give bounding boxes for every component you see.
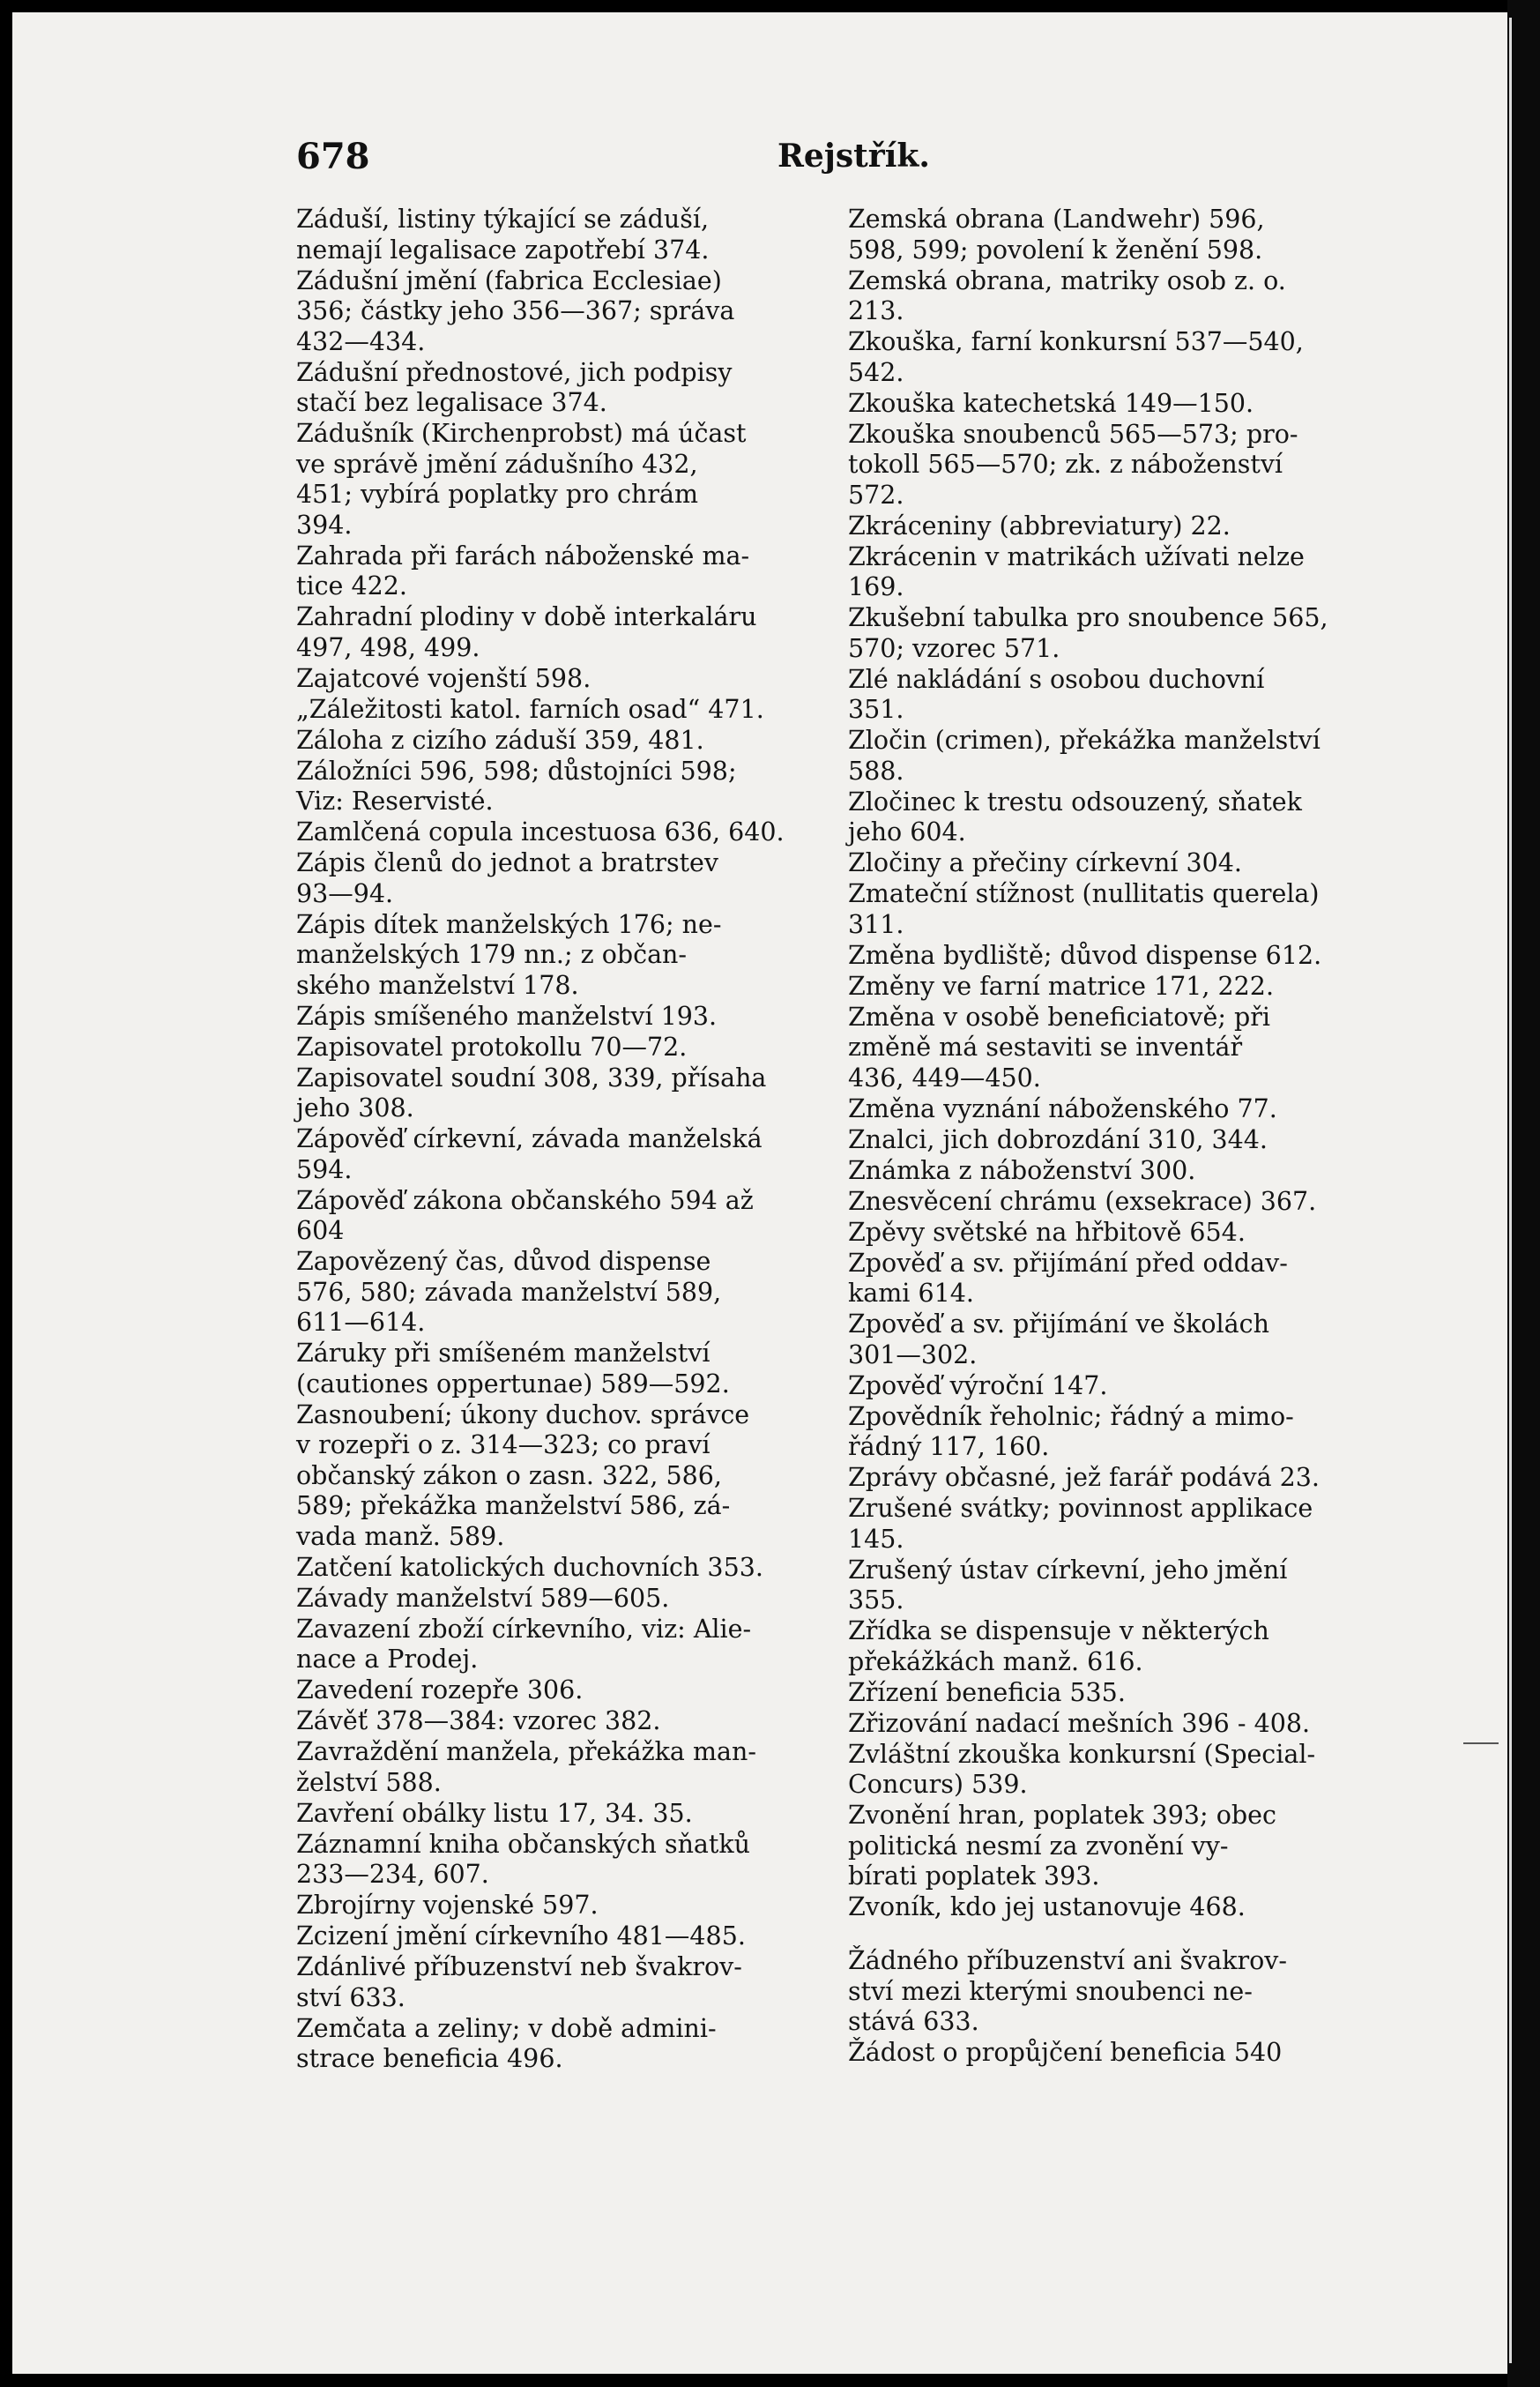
index-entry: [848, 2038, 1342, 2069]
index-entry-line: Zápis smíšeného manželství 193.: [296, 1001, 718, 1031]
index-entry: [848, 1003, 1342, 1094]
index-entry-line: Žádného příbuzenství ani švakrov-: [848, 1946, 1288, 1975]
index-entry: [848, 603, 1342, 664]
index-entry-line: 598, 599; povolení k ženění 598.: [848, 235, 1263, 265]
index-entry-line: kami 614.: [848, 1279, 974, 1308]
index-entry: [296, 757, 790, 817]
index-entry-line: bírati poplatek 393.: [848, 1861, 1100, 1891]
index-entry-line: řádný 117, 160.: [848, 1432, 1050, 1461]
index-column-right: [848, 205, 1342, 2069]
index-entry-line: ského manželství 178.: [296, 970, 579, 1000]
index-entry-line: Zprávy občasné, jež farář podává 23.: [848, 1463, 1320, 1492]
index-entry-line: 589; překážka manželství 586, zá-: [296, 1491, 731, 1520]
index-entry: [848, 1740, 1342, 1801]
index-entry-line: Záruky při smíšeném manželství: [296, 1339, 710, 1368]
index-entry-line: 604: [296, 1216, 345, 1245]
index-entry: [296, 726, 790, 757]
index-entry: [296, 205, 790, 265]
index-entry-line: Zpěvy světské na hřbitově 654.: [848, 1217, 1246, 1247]
index-entry-line: změně má sestaviti se inventář: [848, 1033, 1243, 1062]
index-entry-line: Zemčata a zeliny; v době admini-: [296, 2013, 717, 2043]
index-entry-line: Záložníci 596, 598; důstojníci 598;: [296, 756, 737, 786]
index-entry-line: jeho 308.: [296, 1093, 414, 1123]
index-entry-line: (cautiones oppertunae) 589—592.: [296, 1369, 730, 1399]
index-entry-line: nace a Prodej.: [296, 1645, 479, 1674]
index-entry-line: strace beneficia 496.: [296, 2044, 563, 2073]
index-entry-line: Změny ve farní matrice 171, 222.: [848, 971, 1274, 1001]
index-entry-line: Zavedení rozepře 306.: [296, 1675, 584, 1704]
index-entry: [848, 1801, 1342, 1892]
index-entry-line: Záloha z cizího záduší 359, 481.: [296, 725, 704, 755]
index-entry: [848, 1709, 1342, 1740]
index-entry-line: Zpověď a sv. přijímání ve školách: [848, 1309, 1269, 1339]
index-entry: [848, 266, 1342, 327]
index-entry-line: Zlé nakládání s osobou duchovní: [848, 664, 1265, 694]
index-entry-line: 311.: [848, 909, 904, 939]
index-entry: [848, 787, 1342, 848]
index-entry-line: Zemská obrana (Landwehr) 596,: [848, 205, 1265, 234]
index-column-left: [296, 205, 790, 2075]
index-entry: [296, 419, 790, 541]
index-entry: [848, 1892, 1342, 1923]
index-entry: [296, 1952, 790, 2013]
index-entry-line: Změna vyznání náboženského 77.: [848, 1093, 1277, 1123]
index-entry-line: Zkrácenin v matrikách užívati nelze: [848, 541, 1305, 571]
index-entry-line: Zvonění hran, poplatek 393; obec: [848, 1801, 1276, 1830]
index-entry-line: 570; vzorec 571.: [848, 633, 1060, 663]
index-entry: [848, 205, 1342, 265]
index-entry: [848, 389, 1342, 420]
index-entry-line: Zahradní plodiny v době interkaláru: [296, 602, 757, 631]
index-entry-line: politická nesmí za zvonění vy-: [848, 1831, 1229, 1861]
index-entry: [848, 511, 1342, 542]
index-entry-line: Známka z náboženství 300.: [848, 1155, 1196, 1185]
index-entry-line: nemají legalisace zapotřebí 374.: [296, 235, 710, 265]
index-entry: [296, 266, 790, 358]
index-entry-line: Zemská obrana, matriky osob z. o.: [848, 265, 1286, 295]
index-entry-line: Zvoník, kdo jej ustanovuje 468.: [848, 1892, 1246, 1921]
index-entry: [848, 1156, 1342, 1187]
index-entry: [296, 1675, 790, 1706]
index-entry-line: 572.: [848, 480, 904, 510]
index-entry-line: Záznamní kniha občanských sňatků: [296, 1829, 750, 1859]
index-entry: [296, 2014, 790, 2075]
index-entry-line: Zápis členů do jednot a bratrstev: [296, 848, 719, 877]
index-entry: [296, 1002, 790, 1033]
index-entry-line: Závady manželství 589—605.: [296, 1583, 670, 1613]
index-entry-line: ve správě jmění zádušního 432,: [296, 449, 698, 479]
index-entry-line: Zločiny a přečiny církevní 304.: [848, 848, 1242, 877]
index-entry: [296, 602, 790, 663]
index-entry-line: 356; částky jeho 356—367; správa: [296, 296, 735, 325]
index-entry: [296, 695, 790, 726]
index-entry-line: Žádost o propůjčení beneficia 540: [848, 2038, 1283, 2067]
index-entry: [848, 1187, 1342, 1218]
index-entry-line: Změna bydliště; důvod dispense 612.: [848, 940, 1322, 970]
index-entry-line: stačí bez legalisace 374.: [296, 388, 607, 417]
index-entry-line: Znesvěcení chrámu (exsekrace) 367.: [848, 1186, 1317, 1216]
index-entry: [296, 1033, 790, 1063]
index-entry-line: Změna v osobě beneficiatově; při: [848, 1002, 1271, 1032]
index-entry-line: 594.: [296, 1154, 353, 1184]
index-entry-line: 436, 449—450.: [848, 1063, 1041, 1093]
book-page: [12, 12, 1507, 2374]
index-entry-line: Zahrada při farách náboženské ma-: [296, 541, 750, 571]
index-entry-line: Zkouška, farní konkursní 537—540,: [848, 327, 1304, 356]
index-entry-line: 169.: [848, 572, 904, 601]
index-entry-line: Zdánlivé příbuzenství neb švakrov-: [296, 1952, 742, 1981]
index-entry-line: občanský zákon o zasn. 322, 586,: [296, 1460, 722, 1490]
index-entry-line: Zpověď výroční 147.: [848, 1370, 1108, 1400]
index-entry: [296, 664, 790, 695]
index-entry-line: Zkráceniny (abbreviatury) 22.: [848, 511, 1231, 541]
index-entry: [296, 1400, 790, 1553]
index-entry-line: Zapisovatel soudní 308, 339, přísaha: [296, 1063, 767, 1093]
index-entry-line: Zádušní jmění (fabrica Ecclesiae): [296, 265, 722, 295]
index-entry-line: Zapovězený čas, důvod dispense: [296, 1247, 711, 1276]
index-entry: [296, 910, 790, 1002]
index-entry-line: Zapisovatel protokollu 70—72.: [296, 1032, 688, 1062]
index-entry-line: Zamlčená copula incestuosa 636, 640.: [296, 817, 785, 847]
index-entry-line: Zavraždění manžela, překážka man-: [296, 1737, 756, 1766]
index-entry: [296, 817, 790, 848]
index-entry: [848, 1555, 1342, 1616]
index-entry: [296, 1799, 790, 1830]
index-entry-line: Zpověď a sv. přijímání před oddav-: [848, 1248, 1288, 1278]
index-entry: [848, 1218, 1342, 1249]
index-entry: [848, 972, 1342, 1003]
index-entry: [296, 1247, 790, 1339]
index-entry-line: Zápověď zákona občanského 594 až: [296, 1185, 754, 1215]
index-entry: [848, 1494, 1342, 1555]
index-entry: [848, 1946, 1342, 2038]
index-entry-line: manželských 179 nn.; z občan-: [296, 940, 688, 969]
index-entry: [848, 1125, 1342, 1156]
index-entry-line: Zřizování nadací mešních 396 - 408.: [848, 1708, 1311, 1738]
index-entry: [296, 1553, 790, 1584]
index-entry-line: Zrušený ústav církevní, jeho jmění: [848, 1555, 1288, 1585]
index-entry-line: Zádušník (Kirchenprobst) má účast: [296, 419, 747, 448]
index-entry-line: Zcizení jmění církevního 481—485.: [296, 1921, 746, 1951]
index-entry-line: Závěť 378—384: vzorec 382.: [296, 1706, 661, 1735]
index-entry-line: stává 633.: [848, 2007, 979, 2036]
index-entry-line: Zavazení zboží církevního, viz: Alie-: [296, 1614, 752, 1644]
index-entry-line: 394.: [296, 510, 353, 540]
index-entry: [848, 1678, 1342, 1709]
index-entry: [848, 941, 1342, 972]
index-entry: [296, 1584, 790, 1615]
index-entry-line: 588.: [848, 756, 904, 786]
index-entry: [848, 542, 1342, 603]
index-entry-line: 451; vybírá poplatky pro chrám: [296, 480, 698, 509]
index-entry: [296, 848, 790, 909]
index-entry: [296, 1615, 790, 1675]
index-entry-line: Zmateční stížnost (nullitatis querela): [848, 879, 1320, 908]
index-entry-line: Zkouška snoubenců 565—573; pro-: [848, 419, 1298, 449]
index-entry: [296, 1063, 790, 1124]
index-entry-line: Zbrojírny vojenské 597.: [296, 1891, 599, 1920]
index-entry-line: 355.: [848, 1585, 904, 1615]
index-entry-line: Zřídka se dispensuje v některých: [848, 1616, 1269, 1645]
index-entry-line: 497, 498, 499.: [296, 632, 480, 662]
next-page-edge: [1509, 18, 1512, 2363]
index-entry-line: vada manž. 589.: [296, 1521, 505, 1551]
index-entry-line: 542.: [848, 357, 904, 387]
index-entry-line: Zločin (crimen), překážka manželství: [848, 726, 1321, 755]
margin-mark: [1463, 1742, 1499, 1744]
index-entry: [296, 1830, 790, 1891]
index-entry-line: Zrušené svátky; povinnost applikace: [848, 1494, 1313, 1523]
index-entry: [296, 1339, 790, 1399]
index-entry-line: 233—234, 607.: [296, 1860, 489, 1889]
index-entry-line: Zkušební tabulka pro snoubence 565,: [848, 603, 1328, 632]
index-entry: [296, 1124, 790, 1185]
index-entry-line: překážkách manž. 616.: [848, 1646, 1143, 1676]
index-entry-line: Viz: Reservisté.: [296, 787, 494, 816]
index-entry-line: Zatčení katolických duchovních 353.: [296, 1552, 763, 1582]
index-entry-line: Zvláštní zkouška konkursní (Special-: [848, 1739, 1316, 1769]
page-header: [12, 136, 1507, 189]
running-title: Rejstřík.: [777, 138, 930, 175]
scan-border: [1507, 0, 1540, 2387]
index-entry: [848, 665, 1342, 726]
index-entry-line: Záduší, listiny týkající se záduší,: [296, 205, 710, 234]
index-entry-line: ství 633.: [296, 1982, 405, 2012]
index-entry: [848, 1371, 1342, 1402]
index-entry-line: Zkouška katechetská 149—150.: [848, 388, 1254, 418]
index-entry: [848, 420, 1342, 511]
index-entry: [848, 1094, 1342, 1125]
index-entry: [296, 1186, 790, 1247]
index-entry: [296, 541, 790, 602]
index-entry-line: 213.: [848, 296, 904, 325]
index-entry: [848, 879, 1342, 940]
index-entry-line: 611—614.: [296, 1308, 426, 1337]
index-entry-line: 145.: [848, 1524, 904, 1554]
index-entry-line: Znalci, jich dobrozdání 310, 344.: [848, 1124, 1268, 1154]
index-entry-line: ství mezi kterými snoubenci ne-: [848, 1976, 1253, 2006]
index-entry: [848, 327, 1342, 388]
index-entry: [848, 848, 1342, 879]
index-entry-line: Zločinec k trestu odsouzený, sňatek: [848, 787, 1302, 817]
section-gap: [848, 1923, 1342, 1946]
index-entry: [848, 1463, 1342, 1494]
index-entry-line: Zajatcové vojenští 598.: [296, 663, 591, 693]
index-entry-line: Zádušní přednostové, jich podpisy: [296, 357, 733, 387]
index-entry-line: Zpovědník řeholnic; řádný a mimo-: [848, 1401, 1294, 1431]
index-entry-line: Zavření obálky listu 17, 34. 35.: [296, 1798, 693, 1828]
index-entry: [296, 1737, 790, 1798]
index-entry-line: 93—94.: [296, 878, 394, 908]
index-entry-line: Zasnoubení; úkony duchov. správce: [296, 1399, 750, 1429]
index-entry-line: Zápověď církevní, závada manželská: [296, 1124, 763, 1153]
index-entry: [296, 358, 790, 419]
index-entry-line: „Záležitosti katol. farních osad“ 471.: [296, 694, 764, 724]
index-entry: [848, 1402, 1342, 1463]
index-entry: [296, 1921, 790, 1952]
page-number: 678: [296, 136, 370, 177]
index-entry-line: Concurs) 539.: [848, 1770, 1028, 1799]
index-entry-line: Zápis dítek manželských 176; ne-: [296, 909, 722, 939]
index-entry-line: tice 422.: [296, 571, 407, 600]
index-entry: [296, 1706, 790, 1737]
index-entry: [848, 1249, 1342, 1309]
index-entry-line: 432—434.: [296, 326, 426, 356]
index-entry-line: jeho 604.: [848, 817, 966, 847]
index-entry: [848, 1309, 1342, 1370]
index-entry-line: 351.: [848, 695, 904, 724]
index-entry: [296, 1891, 790, 1921]
index-entry-line: 301—302.: [848, 1339, 978, 1369]
index-entry-line: želství 588.: [296, 1767, 442, 1797]
index-entry-line: 576, 580; závada manželství 589,: [296, 1277, 722, 1307]
index-entry-line: Zřízení beneficia 535.: [848, 1677, 1126, 1707]
index-entry: [848, 726, 1342, 787]
index-entry-line: tokoll 565—570; zk. z náboženství: [848, 450, 1283, 479]
index-entry: [848, 1616, 1342, 1677]
index-entry-line: v rozepři o z. 314—323; co praví: [296, 1430, 710, 1459]
